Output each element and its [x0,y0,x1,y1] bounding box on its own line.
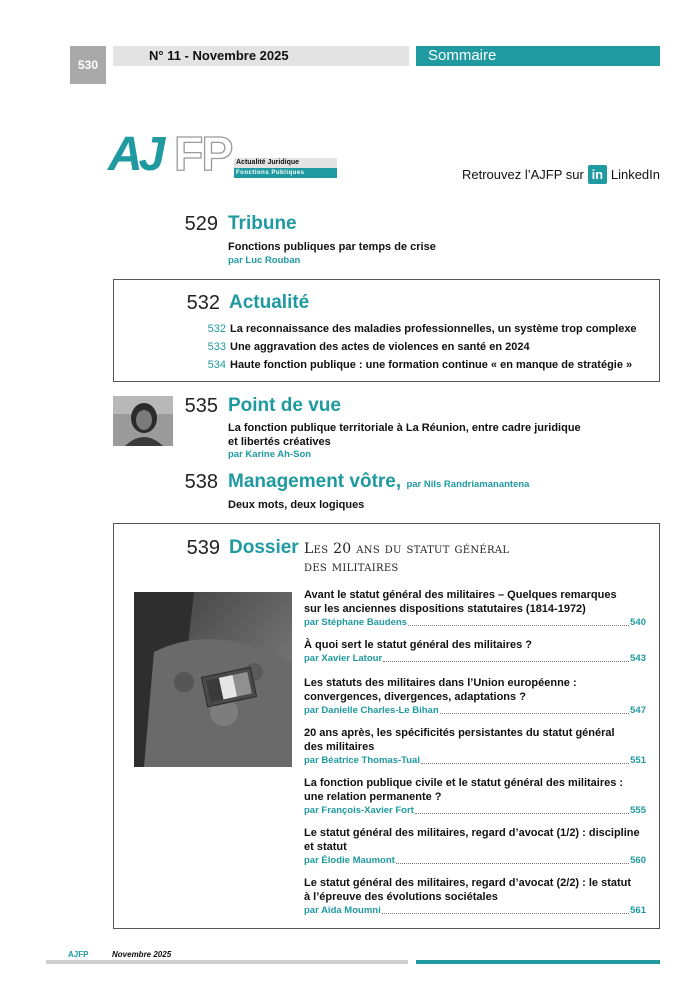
page-number: 530 [70,46,106,84]
tribune-author: par Luc Rouban [228,255,301,266]
ajfp-logo [108,128,343,184]
article-title-2: des militaires [304,741,375,753]
list-item[interactable] [196,340,530,354]
footer-journal: AJFP [68,950,89,959]
article-title-1: Le statut général des militaires, regard d’avocat (1/2) : discipline [304,827,640,839]
point-de-vue-author: par Karine Ah-Son [228,449,312,460]
footer-rule-gray [46,960,408,964]
dossier-page: 539 [186,537,220,559]
article-author: par François-Xavier Fort [304,805,414,816]
point-de-vue-page: 535 [184,395,218,417]
linkedin-icon: in [588,165,607,184]
list-item[interactable] [304,876,646,917]
point-de-vue-line-1[interactable]: La fonction publique territoriale à La Réunion, entre cadre juridique [228,422,581,434]
article-author: par Béatrice Thomas-Tual [304,755,420,766]
section-label: Sommaire [416,46,660,66]
dossier-subtitle-1: Les 20 ans du statut général [304,541,510,557]
point-de-vue-title[interactable]: Point de vue [228,395,341,416]
issue-label: N° 11 - Novembre 2025 [113,46,409,66]
management-author: par Nils Randriamanantena [406,479,530,490]
article-title-2: convergences, divergences, adaptations ? [304,691,526,703]
item-page: 533 [207,341,226,353]
logo-fp: FP [174,128,232,181]
article-page: 543 [630,653,646,664]
actualite-page: 532 [186,292,220,314]
dossier-subtitle-2: des militaires [304,559,399,575]
management-page: 538 [184,471,218,493]
article-page: 555 [630,805,646,816]
article-page: 560 [630,855,646,866]
article-title-2: une relation permanente ? [304,791,442,803]
article-title-1: Le statut général des militaires, regard d’avocat (2/2) : le statut [304,877,632,889]
article-title-2: et statut [304,841,347,853]
article-page: 540 [630,617,646,628]
article-author: par Xavier Latour [304,653,383,664]
linkedin-text: Retrouvez l’AJFP sur [461,166,584,182]
dossier-subtitle [304,540,509,576]
list-item[interactable] [196,358,632,372]
dossier-title[interactable]: Dossier [229,537,299,558]
author-photo [113,396,173,446]
article-title-2: sur les anciennes dispositions statutaires (1814-1972) [304,603,586,615]
item-page: 534 [207,359,226,371]
list-item[interactable] [304,676,646,717]
logo-tagline-2: Fonctions Publiques [234,168,337,178]
tribune-article-title[interactable]: Fonctions publiques par temps de crise [228,241,436,253]
list-item[interactable] [304,776,646,817]
list-item[interactable] [304,638,646,665]
linkedin-link[interactable] [460,164,660,184]
article-title-1: 20 ans après, les spécificités persistantes du statut général [304,727,615,739]
logo-tagline-1: Actualité Juridique [234,158,337,168]
point-de-vue-line-2[interactable]: et libertés créatives [228,436,331,448]
tribune-page: 529 [184,213,218,235]
article-author: par Stéphane Baudens [304,617,407,628]
list-item[interactable] [304,826,646,867]
article-title-1: Avant le statut général des militaires – Quelques remarques [304,589,617,601]
article-title-1: À quoi sert le statut général des militaires ? [304,639,533,651]
management-title: Management vôtre, [228,471,402,492]
article-author: par Aïda Moumni [304,905,381,916]
list-item[interactable] [196,322,637,336]
item-title: Haute fonction publique : une formation continue « en manque de stratégie » [230,359,633,371]
footer-rule-teal [416,960,660,964]
management-article-title[interactable]: Deux mots, deux logiques [228,499,365,511]
list-item[interactable] [304,726,646,767]
article-page: 561 [630,905,646,916]
management-title-row[interactable] [228,471,529,496]
footer-month: Novembre 2025 [112,950,172,959]
item-page: 532 [207,323,226,335]
item-title: La reconnaissance des maladies professionnelles, un système trop complexe [230,323,637,335]
logo-aj: AJ [108,128,162,181]
item-title: Une aggravation des actes de violences en santé en 2024 [230,341,530,353]
tribune-title[interactable]: Tribune [228,213,297,234]
article-page: 551 [630,755,646,766]
linkedin-brand: LinkedIn [610,166,660,182]
actualite-title[interactable]: Actualité [229,292,310,313]
article-author: par Élodie Maumont [304,855,395,866]
article-title-1: La fonction publique civile et le statut général des militaires : [304,777,624,789]
article-author: par Danielle Charles-Le Bihan [304,705,439,716]
article-title-2: à l’épreuve des évolutions sociétales [304,891,498,903]
article-title-1: Les statuts des militaires dans l’Union européenne : [304,677,577,689]
soldier-photo [134,592,292,767]
article-page: 547 [630,705,646,716]
list-item[interactable] [304,588,646,629]
